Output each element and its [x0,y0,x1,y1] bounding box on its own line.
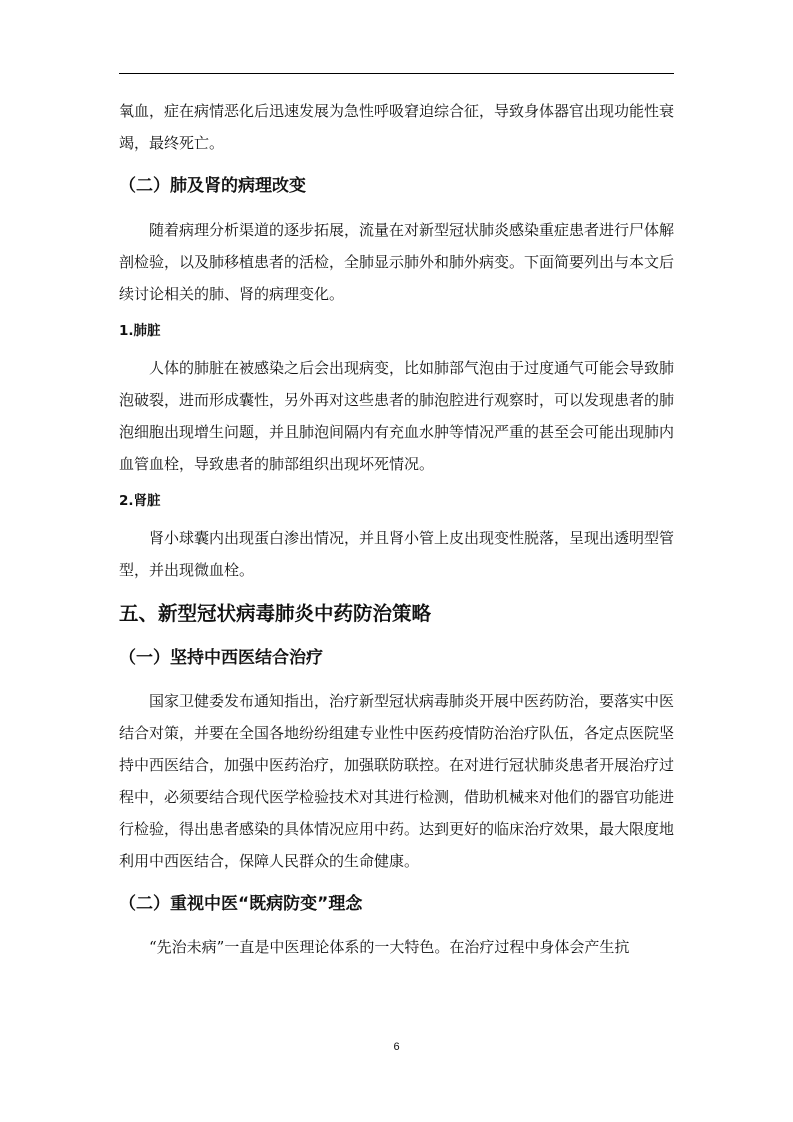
paragraph-lung: 人体的肺脏在被感染之后会出现病变，比如肺部气泡由于过度通气可能会导致肺泡破裂，进而形成囊性，另外再对这些患者的肺泡腔进行观察时，可以发现患者的肺泡细胞出现增生问题，并且肺泡间隔内有充血水肿等情况严重的甚至会可能出现肺内血管血栓，导致患者的肺部组织出现坏死情况。 [119,359,675,473]
paragraph-kidney: 肾小球囊内出现蛋白渗出情况，并且肾小管上皮出现变性脱落，呈现出透明型管型，并出现微血栓。 [119,529,675,579]
paragraph-pathology-intro: 随着病理分析渠道的逐步拓展，流量在对新型冠状肺炎感染重症患者进行尸体解剖检验，以及肺移植患者的活检，全肺显示肺外和肺外病变。下面简要列出与本文后续讨论相关的肺、肾的病理变化。 [119,221,675,303]
heading-lung-kidney-pathology: （二）肺及肾的病理改变 [119,176,306,196]
header-rule [119,73,674,74]
page-content [119,95,674,963]
heading-combined-treatment: （一）坚持中西医结合治疗 [119,648,323,668]
heading-prevention-concept: （二）重视中医“既病防变”理念 [119,894,363,914]
heading-kidney: 2.肾脏 [119,493,161,509]
page-number: 6 [393,1041,400,1053]
paragraph-continued: 氧血，症在病情恶化后迅速发展为急性呼吸窘迫综合征，导致身体器官出现功能性衰竭，最终死亡。 [119,102,675,152]
heading-chapter-five: 五、新型冠状病毒肺炎中药防治策略 [119,602,432,625]
paragraph-combined-treatment: 国家卫健委发布通知指出，治疗新型冠状病毒肺炎开展中医药防治，要落实中医结合对策，并要在全国各地纷纷组建专业性中医药疫情防治治疗队伍，各定点医院坚持中西医结合，加强中医药治疗，加强联防联控。在对进行冠状肺炎患者开展治疗过程中，必须要结合现代医学检验技术对其进行检测，借助机械来对他们的器官功能进行检验，得出患者感染的具体情况应用中药。达到更好的临床治疗效果，最大限度地利用中西医结合，保障人民群众的生命健康。 [119,692,675,870]
paragraph-prevention: “先治未病”一直是中医理论体系的一大特色。在治疗过程中身体会产生抗 [149,938,630,956]
heading-lung: 1.肺脏 [119,323,161,339]
